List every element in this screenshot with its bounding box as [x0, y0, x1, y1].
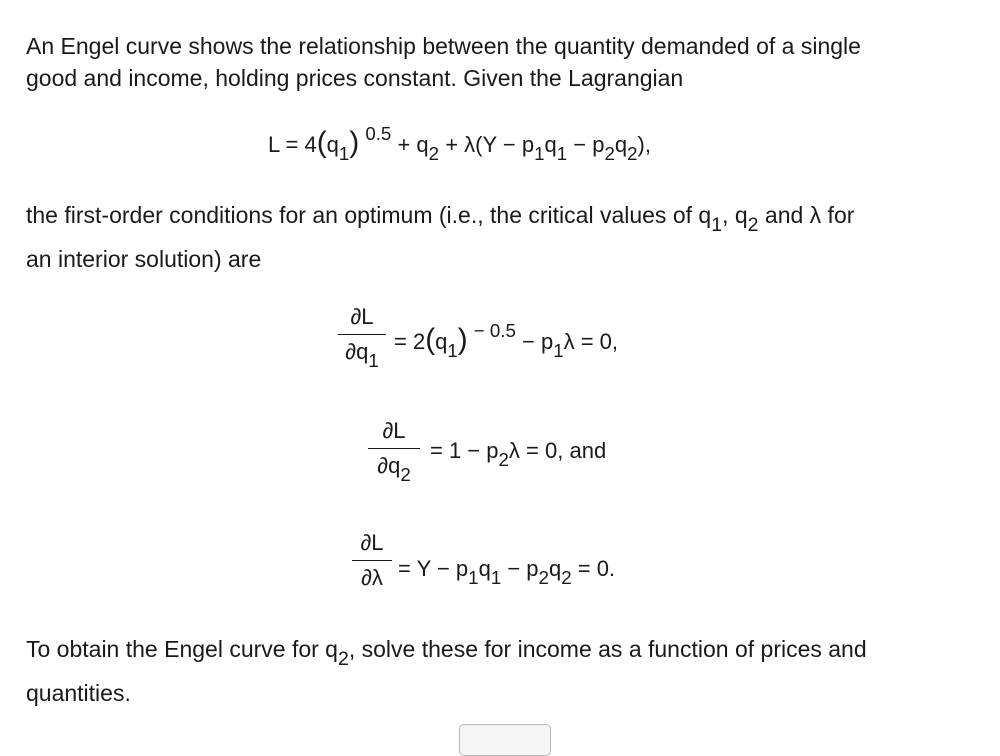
subscript: 1 — [338, 143, 350, 164]
outro-text: , solve these for income as a function of prices and — [348, 636, 867, 662]
exponent: 0.5 — [365, 123, 392, 144]
subscript: 2 — [561, 567, 572, 588]
variable-q: q — [326, 132, 339, 157]
variable-q: q — [478, 556, 491, 581]
foc-text: , q — [722, 202, 748, 228]
subscript: 1 — [490, 567, 502, 588]
rhs-text: − p — [521, 329, 554, 354]
eq2-rhs — [430, 438, 607, 470]
rhs-text: = 0. — [577, 556, 616, 581]
eq2-fraction — [368, 418, 420, 485]
subscript: 1 — [711, 214, 723, 236]
plus-q-term: + q — [397, 132, 429, 157]
eq3-denominator: ∂λ — [361, 565, 383, 590]
eq1-fraction — [338, 304, 386, 371]
rhs-text: − p — [507, 556, 539, 581]
rhs-text: = Y − p — [398, 556, 469, 581]
fraction-bar — [352, 560, 392, 561]
eq3-numerator: ∂L — [360, 530, 384, 555]
minus-p-term: − p — [573, 132, 605, 157]
eq1-rhs — [394, 320, 619, 361]
intro-paragraph — [26, 30, 861, 94]
foc-text: the first-order conditions for an optimum (i.e., the critical values of q — [26, 202, 712, 228]
fraction-bar — [338, 334, 386, 335]
denominator-text: ∂q — [377, 453, 401, 478]
q-term: q — [614, 132, 628, 157]
foc-line-2: an interior solution) are — [26, 246, 262, 272]
lambda-term: + λ(Y − p — [445, 132, 535, 157]
fraction-bar — [368, 448, 420, 449]
subscript: 2 — [400, 464, 411, 485]
intro-line-1: An Engel curve shows the relationship between the quantity demanded of a single — [26, 33, 861, 59]
outro-line-1 — [26, 628, 867, 672]
subscript: 2 — [337, 648, 349, 670]
foc-text: and λ for — [758, 202, 855, 228]
foc-paragraph — [26, 194, 854, 280]
continue-button[interactable] — [459, 724, 551, 756]
subscript: 2 — [428, 143, 440, 164]
coefficient: 4 — [304, 132, 317, 157]
subscript: 1 — [468, 567, 479, 588]
eq1-denominator — [338, 339, 386, 371]
subscript: 1 — [553, 340, 564, 361]
and-word: and — [569, 438, 607, 463]
subscript: 2 — [498, 449, 509, 470]
rhs-text: = 2 — [394, 329, 426, 354]
subscript: 2 — [538, 567, 549, 588]
foc-line-1 — [26, 194, 854, 238]
intro-line-2: good and income, holding prices constant. Given the Lagrangian — [26, 65, 684, 91]
rhs-text: = 1 − p — [430, 438, 499, 463]
lagrangian-lhs: L — [268, 132, 280, 157]
subscript: 1 — [556, 143, 568, 164]
subscript: 1 — [534, 143, 545, 164]
subscript: 1 — [368, 350, 379, 371]
outro-line-2: quantities. — [26, 680, 131, 706]
rhs-text: λ = 0, — [563, 329, 619, 354]
eq3-fraction — [352, 530, 392, 591]
eq2-numerator: ∂L — [382, 418, 406, 443]
close-paren: ) — [457, 323, 468, 356]
subscript: 2 — [627, 143, 638, 164]
eq2-denominator — [368, 453, 420, 485]
variable-q: q — [548, 556, 562, 581]
outro-text: To obtain the Engel curve for q — [26, 636, 338, 662]
comma: , — [644, 132, 651, 157]
eq1-numerator: ∂L — [350, 304, 374, 329]
exponent: − 0.5 — [473, 320, 516, 341]
subscript: 2 — [604, 143, 615, 164]
close-paren: ) — [637, 132, 645, 157]
subscript: 2 — [747, 214, 759, 236]
q-term: q — [544, 132, 557, 157]
open-paren: ( — [425, 323, 436, 356]
equals-sign: = — [285, 132, 299, 157]
subscript: 1 — [447, 340, 458, 361]
close-paren: ) — [349, 126, 360, 159]
rhs-text: λ = 0, — [508, 438, 564, 463]
outro-paragraph — [26, 628, 867, 714]
variable-q: q — [435, 329, 448, 354]
denominator-text: ∂q — [345, 339, 369, 364]
lagrangian-equation — [268, 123, 651, 164]
eq3-rhs — [398, 556, 616, 588]
open-paren: ( — [316, 126, 327, 159]
